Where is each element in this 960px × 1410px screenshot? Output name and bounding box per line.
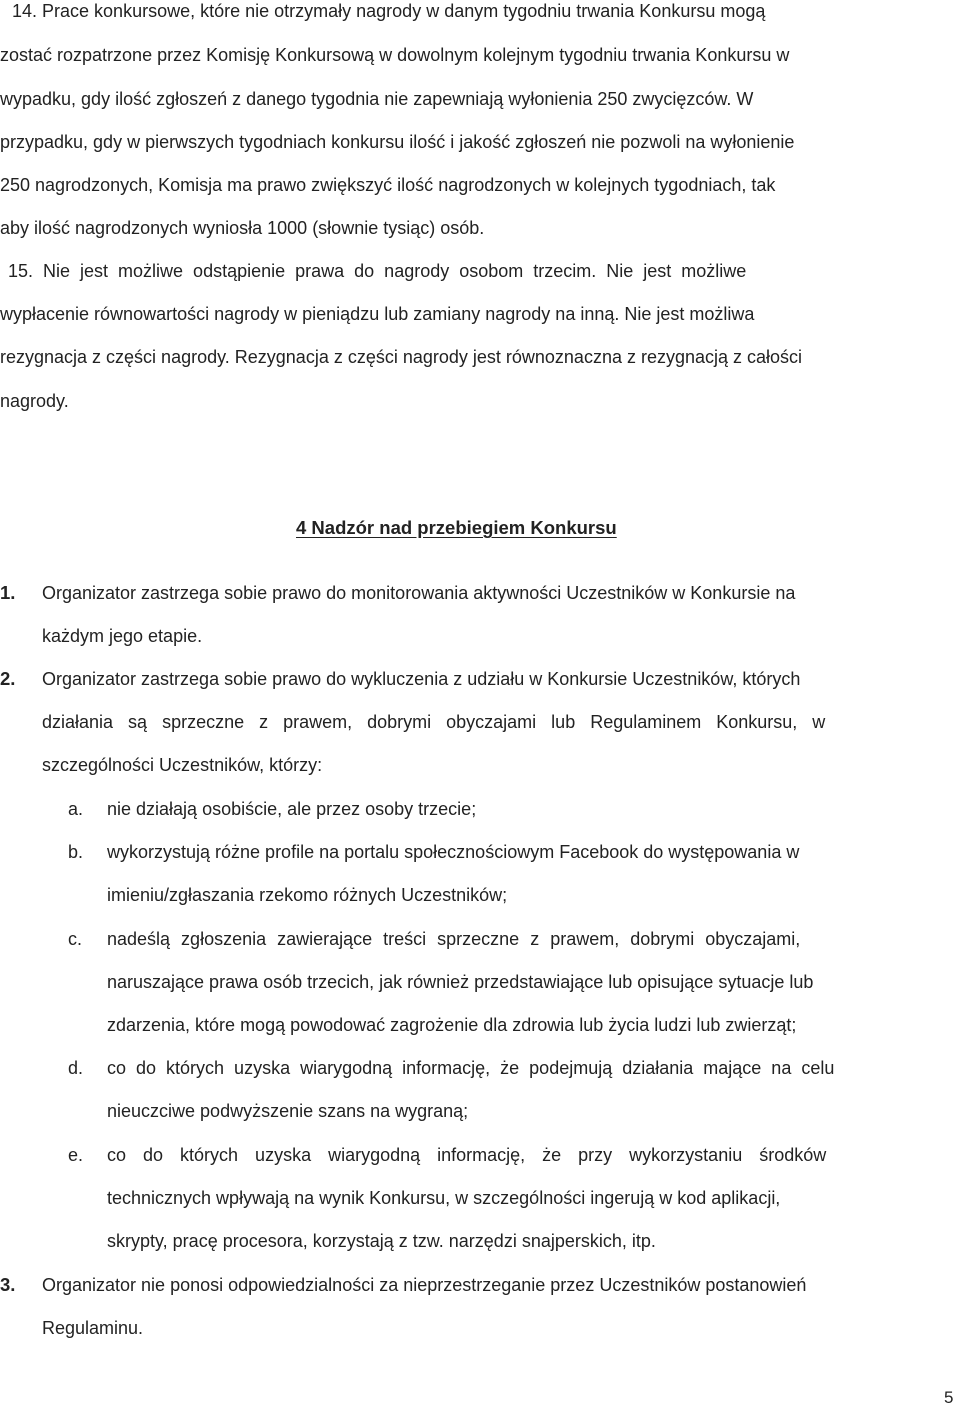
section-2-line-2: działania są sprzeczne z prawem, dobrymi obyczajami lub Regulaminem Konkursu, w [42,712,826,732]
item-d-line-1: co do których uzyska wiarygodną informację, że podejmują działania mające na celu [107,1058,835,1078]
item-c-marker: c. [68,929,83,949]
p15-line-1: 15. Nie jest możliwe odstąpienie prawa do nagrody osobom trzecim. Nie jest możliwe [8,261,747,281]
section-heading: 4 Nadzór nad przebiegiem Konkursu [296,517,617,538]
item-e-line-3: skrypty, pracę procesora, korzystają z tzw. narzędzi snajperskich, itp. [107,1231,656,1251]
item-e-marker: e. [68,1145,84,1165]
section-2-number: 2. [0,668,16,689]
item-c-line-1: nadeślą zgłoszenia zawierające treści sprzeczne z prawem, dobrymi obyczajami, [107,929,801,949]
p14-line-5: 250 nagrodzonych, Komisja ma prawo zwiększyć ilość nagrodzonych w kolejnych tygodniach, tak [0,175,776,195]
p14-line-2: zostać rozpatrzone przez Komisję Konkursową w dowolnym kolejnym tygodniu trwania Konkursu w [0,45,790,65]
section-3-line-1: Organizator nie ponosi odpowiedzialności za nieprzestrzeganie przez Uczestników postanowień [42,1275,807,1295]
item-b-line-1: wykorzystują różne profile na portalu społecznościowym Facebook do występowania w [107,842,800,862]
item-c-line-3: zdarzenia, które mogą powodować zagrożenie dla zdrowia lub życia ludzi lub zwierząt; [107,1015,797,1035]
p15-line-4: nagrody. [0,391,69,411]
item-b-marker: b. [68,842,84,862]
section-3-number: 3. [0,1274,16,1295]
item-e-line-1: co do których uzyska wiarygodną informację, że przy wykorzystaniu środków [107,1145,827,1165]
item-d-marker: d. [68,1058,84,1078]
section-1-line-2: każdym jego etapie. [42,626,203,646]
item-b-line-2: imieniu/zgłaszania rzekomo różnych Uczestników; [107,885,508,905]
item-a-marker: a. [68,799,84,819]
item-e-line-2: technicznych wpływają na wynik Konkursu, w szczególności ingerują w kod aplikacji, [107,1188,781,1208]
p14-line-6: aby ilość nagrodzonych wyniosła 1000 (słownie tysiąc) osób. [0,218,485,238]
item-d-line-2: nieuczciwe podwyższenie szans na wygraną; [107,1101,469,1121]
p14-line-4: przypadku, gdy w pierwszych tygodniach konkursu ilość i jakość zgłoszeń nie pozwoli na wyłonienie [0,132,795,152]
item-c-line-2: naruszające prawa osób trzecich, jak również przedstawiające lub opisujące sytuacje lub [107,972,814,992]
section-3-line-2: Regulaminu. [42,1318,144,1338]
page-number: 5 [944,1388,954,1407]
p14-line-1: 14. Prace konkursowe, które nie otrzymały nagrody w danym tygodniu trwania Konkursu mogą [12,1,766,21]
section-2-line-3: szczególności Uczestników, którzy: [42,755,323,775]
section-1-number: 1. [0,582,16,603]
p14-line-3: wypadku, gdy ilość zgłoszeń z danego tygodnia nie zapewniają wyłonienia 250 zwycięzców. W [0,89,754,109]
p15-line-3: rezygnacja z części nagrody. Rezygnacja z części nagrody jest równoznaczna z rezygnacją z całości [0,347,803,367]
item-a-line-1: nie działają osobiście, ale przez osoby trzecie; [107,799,477,819]
section-1-line-1: Organizator zastrzega sobie prawo do monitorowania aktywności Uczestników w Konkursie na [42,583,796,603]
p15-line-2: wypłacenie równowartości nagrody w pieniądzu lub zamiany nagrody na inną. Nie jest możliwa [0,304,755,324]
section-2-line-1: Organizator zastrzega sobie prawo do wykluczenia z udziału w Konkursie Uczestników, których [42,669,801,689]
